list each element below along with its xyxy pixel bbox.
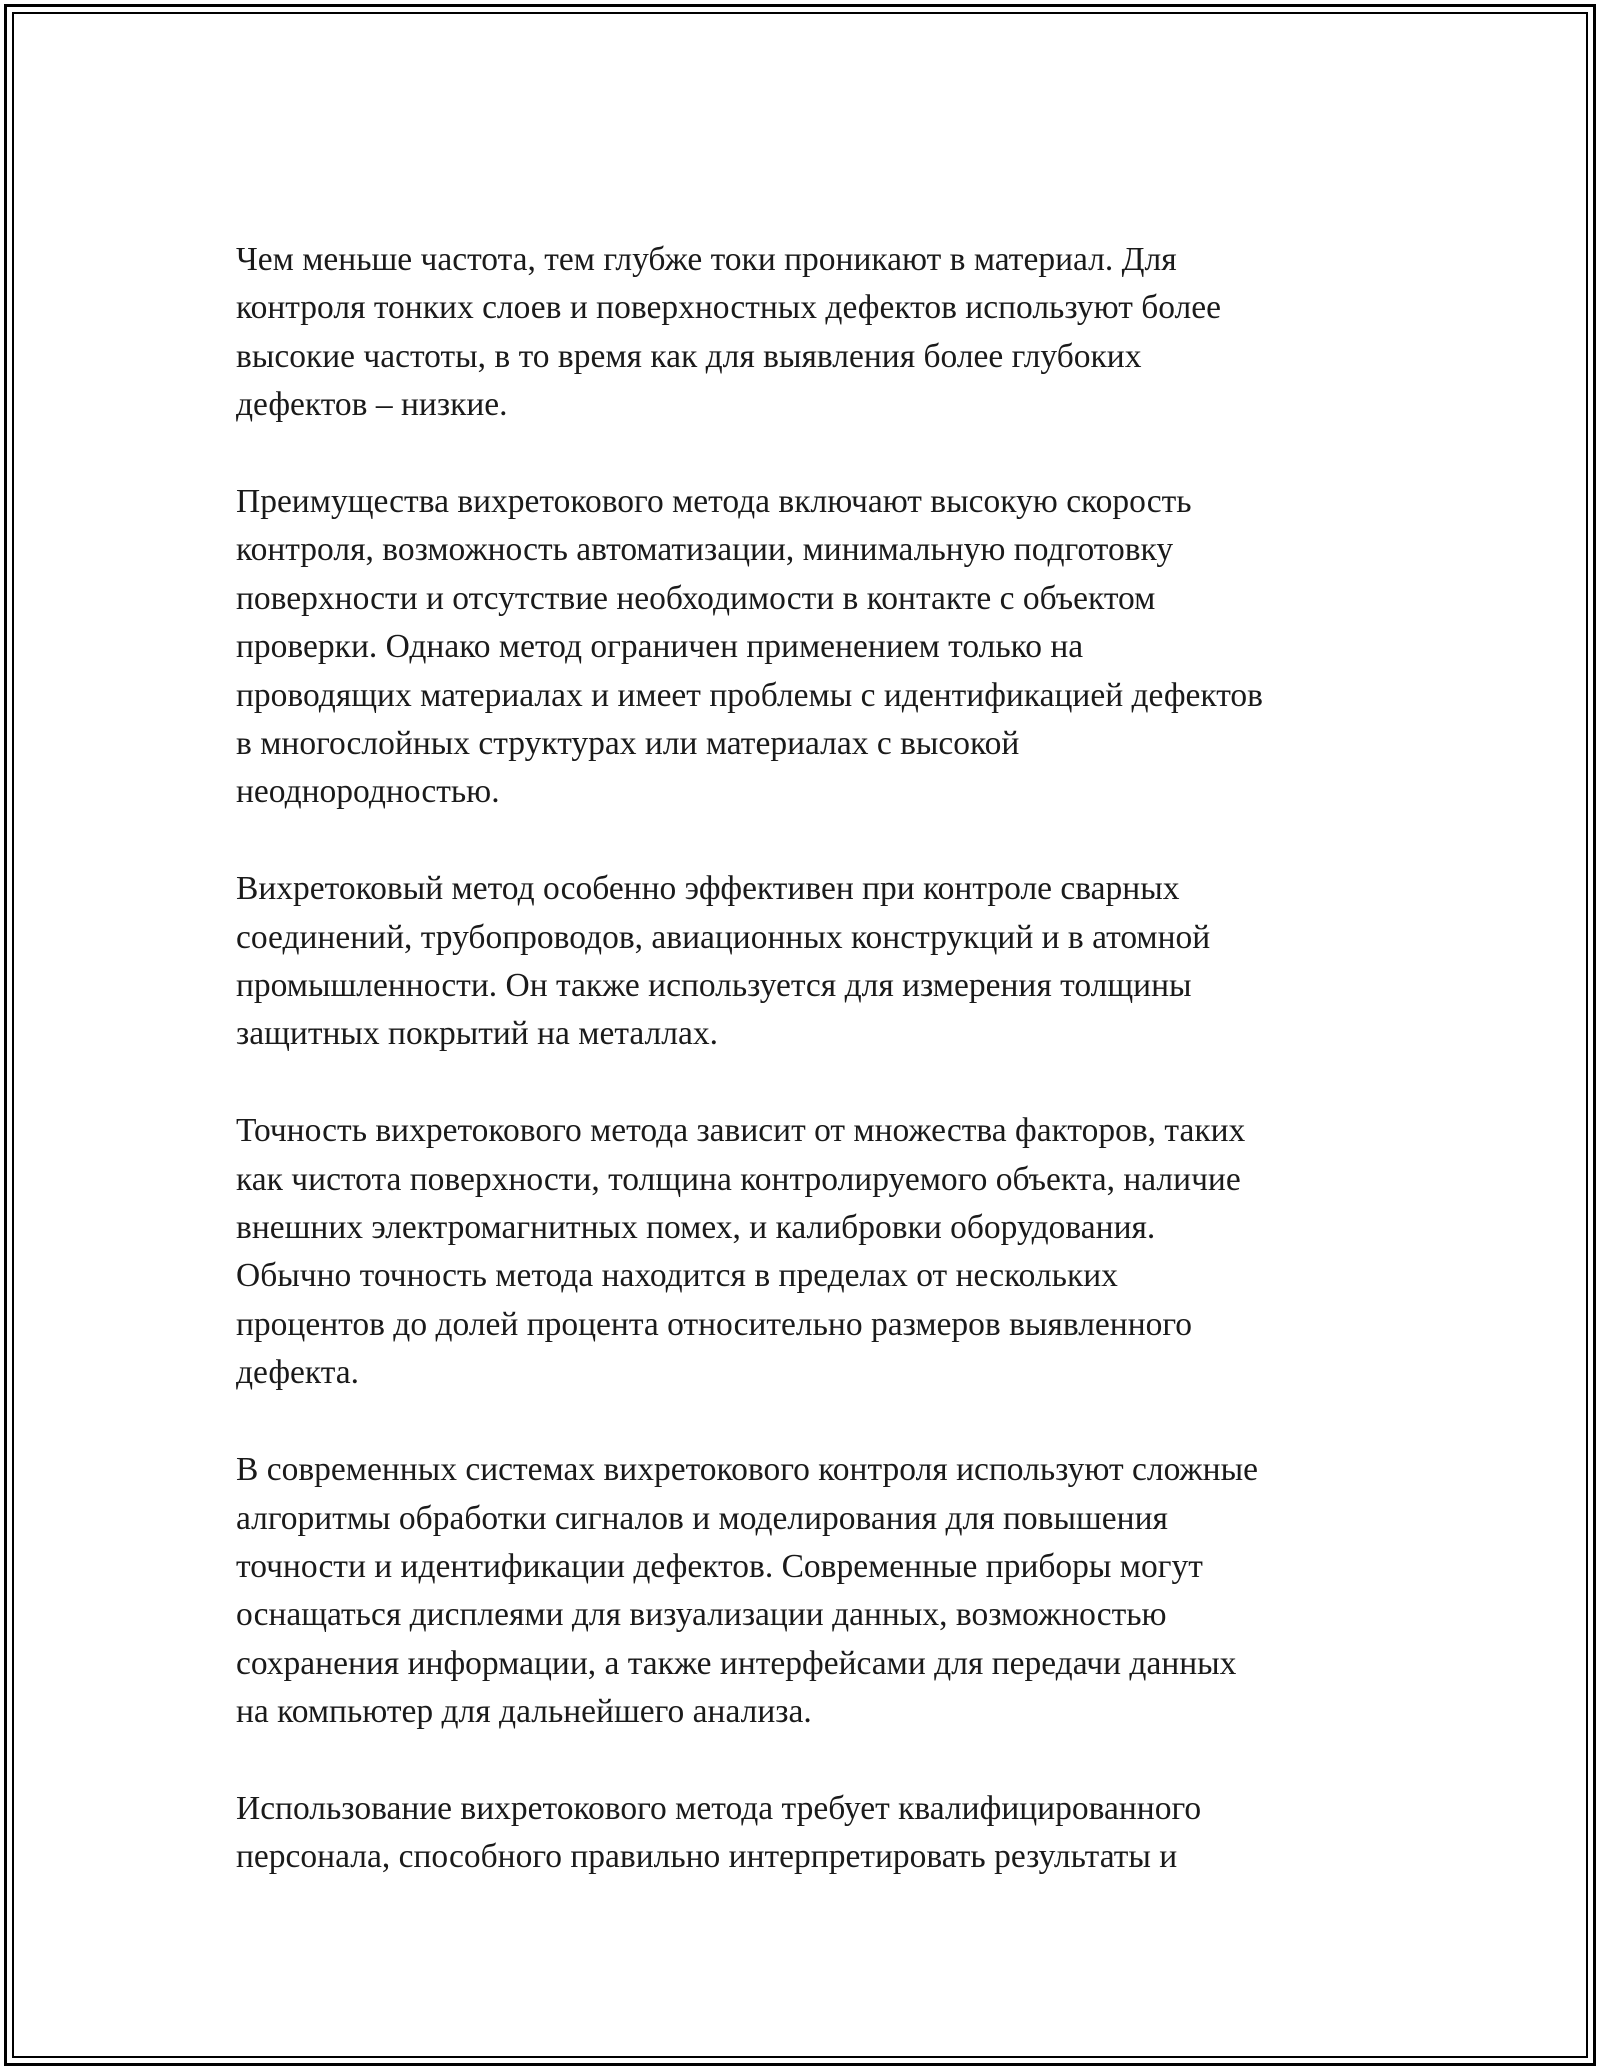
paragraph-accuracy: Точность вихретокового метода зависит от множества факторов, таких как чистота поверхности, толщина контролируемого объекта, наличие внешних электромагнитных помех, и калибровки оборудования. Обычно точность метода находится в пределах от нескольких процентов до долей процента относительно размеров выявленного дефекта. (236, 1112, 1246, 1392)
paragraph-personnel: Использование вихретокового метода требует квалифицированного персонала, способного правильно интерпретировать результаты и (236, 1789, 1202, 1876)
paragraph-modern-systems: В современных системах вихретокового контроля используют сложные алгоритмы обработки сигналов и моделирования для повышения точности и идентификации дефектов. Современные приборы могут оснащаться дисплеями для визуализации данных, возможностью сохранения информации, а также интерфейсами для передачи данных на компьютер для дальнейшего анализа. (236, 1451, 1258, 1731)
paragraph-frequency: Чем меньше частота, тем глубже токи проникают в материал. Для контроля тонких слоев и поверхностных дефектов используют более высокие частоты, в то время как для выявления более глубоких дефектов – низкие. (236, 241, 1222, 424)
paragraph-applications: Вихретоковый метод особенно эффективен при контроле сварных соединений, трубопроводов, авиационных конструкций и в атомной промышленности. Он также используется для измерения толщины защитных покрытий на металлах. (236, 870, 1211, 1053)
document-body (236, 236, 1386, 1930)
paragraph-advantages: Преимущества вихретокового метода включают высокую скорость контроля, возможность автоматизации, минимальную подготовку поверхности и отсутствие необходимости в контакте с объектом проверки. Однако метод ограничен применением только на проводящих материалах и имеет проблемы с идентификацией дефектов в многослойных структурах или материалах с высокой неоднородностью. (236, 483, 1264, 811)
